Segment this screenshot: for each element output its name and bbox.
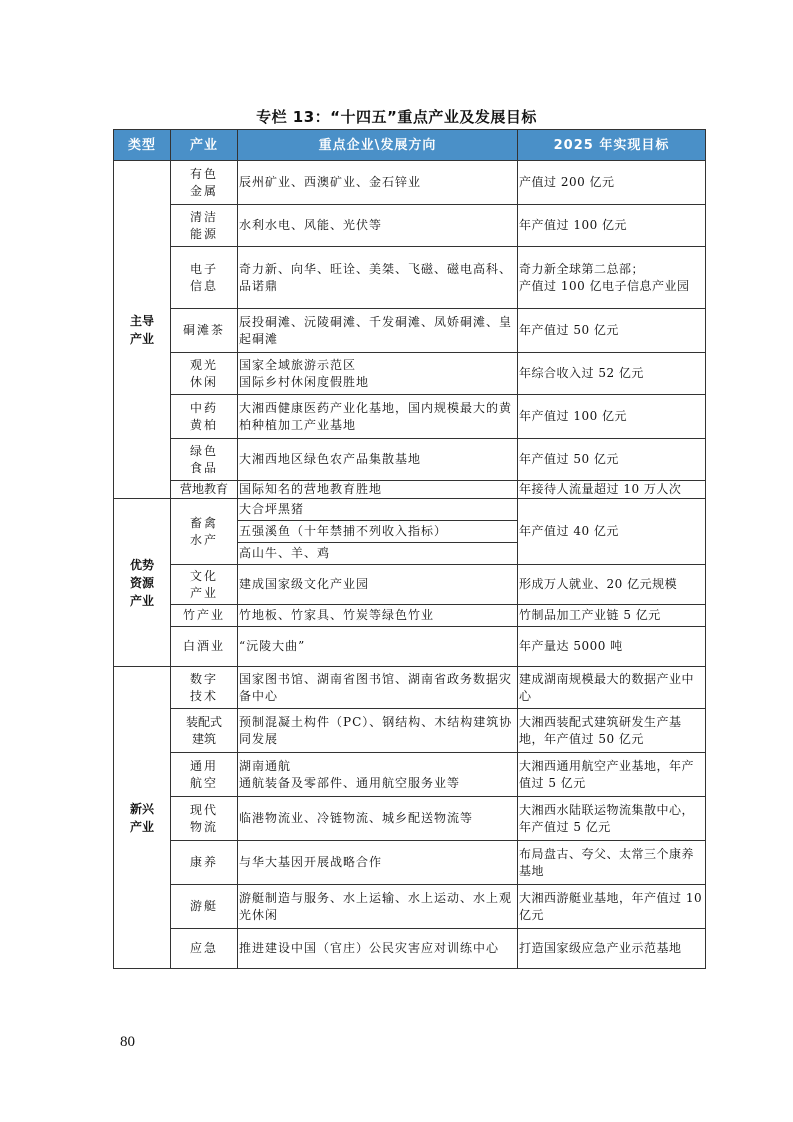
industry-cell: 装配式 建筑 xyxy=(171,709,238,753)
enterprise-cell: 与华大基因开展战略合作 xyxy=(238,841,518,885)
table-row xyxy=(114,885,706,929)
category-advantage: 优势 资源 产业 xyxy=(114,499,171,667)
industry-cell: 有色 金属 xyxy=(171,161,238,205)
table-row xyxy=(114,309,706,353)
enterprise-cell: 五强溪鱼（十年禁捕不列收入指标） xyxy=(238,521,518,543)
target-cell: 年产值过 100 亿元 xyxy=(518,395,706,439)
table-row xyxy=(114,205,706,247)
target-cell: 奇力新全球第二总部； 产值过 100 亿电子信息产业园 xyxy=(518,247,706,309)
industry-cell: 通用 航空 xyxy=(171,753,238,797)
enterprise-cell: 游艇制造与服务、水上运输、水上运动、水上观光休闲 xyxy=(238,885,518,929)
enterprise-cell: 大合坪黑猪 xyxy=(238,499,518,521)
header-type: 类型 xyxy=(114,130,171,161)
industry-table xyxy=(113,129,706,969)
target-cell: 年产量达 5000 吨 xyxy=(518,627,706,667)
table-row xyxy=(114,499,706,521)
enterprise-cell: 高山牛、羊、鸡 xyxy=(238,543,518,565)
enterprise-cell: 国家全域旅游示范区 国际乡村休闲度假胜地 xyxy=(238,353,518,395)
industry-cell: 游艇 xyxy=(171,885,238,929)
target-cell: 打造国家级应急产业示范基地 xyxy=(518,929,706,969)
target-cell: 产值过 200 亿元 xyxy=(518,161,706,205)
target-cell: 大湘西通用航空产业基地，年产值过 5 亿元 xyxy=(518,753,706,797)
table-row xyxy=(114,605,706,627)
industry-cell: 现代 物流 xyxy=(171,797,238,841)
industry-cell: 硐滩茶 xyxy=(171,309,238,353)
table-row xyxy=(114,797,706,841)
industry-cell: 竹产业 xyxy=(171,605,238,627)
table-row xyxy=(114,627,706,667)
enterprise-cell: 湖南通航 通航装备及零部件、通用航空服务业等 xyxy=(238,753,518,797)
industry-cell: 绿色 食品 xyxy=(171,439,238,481)
table-row xyxy=(114,929,706,969)
enterprise-cell: 大湘西地区绿色农产品集散基地 xyxy=(238,439,518,481)
enterprise-cell: 国际知名的营地教育胜地 xyxy=(238,481,518,499)
table-row xyxy=(114,667,706,709)
target-cell: 年产值过 50 亿元 xyxy=(518,439,706,481)
target-cell: 年产值过 40 亿元 xyxy=(518,499,706,565)
table-row xyxy=(114,841,706,885)
table-row xyxy=(114,481,706,499)
target-cell: 年产值过 100 亿元 xyxy=(518,205,706,247)
header-target: 2025 年实现目标 xyxy=(518,130,706,161)
target-cell: 大湘西游艇业基地，年产值过 10 亿元 xyxy=(518,885,706,929)
header-enterprise: 重点企业\发展方向 xyxy=(238,130,518,161)
category-emerging: 新兴 产业 xyxy=(114,667,171,969)
table-row xyxy=(114,395,706,439)
industry-cell: 白酒业 xyxy=(171,627,238,667)
target-cell: 竹制品加工产业链 5 亿元 xyxy=(518,605,706,627)
industry-cell: 畜禽 水产 xyxy=(171,499,238,565)
industry-cell: 清洁 能源 xyxy=(171,205,238,247)
industry-cell: 营地教育 xyxy=(171,481,238,499)
industry-cell: 中药 黄柏 xyxy=(171,395,238,439)
target-cell: 年产值过 50 亿元 xyxy=(518,309,706,353)
enterprise-cell: 临港物流业、冷链物流、城乡配送物流等 xyxy=(238,797,518,841)
table-caption: 专栏 13：“十四五”重点产业及发展目标 xyxy=(256,108,537,126)
enterprise-cell: “沅陵大曲” xyxy=(238,627,518,667)
enterprise-cell: 竹地板、竹家具、竹炭等绿色竹业 xyxy=(238,605,518,627)
enterprise-cell: 大湘西健康医药产业化基地，国内规模最大的黄柏种植加工产业基地 xyxy=(238,395,518,439)
header-row xyxy=(114,130,706,161)
target-cell: 布局盘古、夸父、太常三个康养基地 xyxy=(518,841,706,885)
enterprise-cell: 辰投硐滩、沅陵硐滩、千发硐滩、凤娇硐滩、皇起硐滩 xyxy=(238,309,518,353)
target-cell: 大湘西水陆联运物流集散中心，年产值过 5 亿元 xyxy=(518,797,706,841)
enterprise-cell: 奇力新、向华、旺诠、美桀、飞磁、磁电高科、品诺鼎 xyxy=(238,247,518,309)
table-row xyxy=(114,247,706,309)
table-row xyxy=(114,565,706,605)
enterprise-cell: 水利水电、风能、光伏等 xyxy=(238,205,518,247)
industry-cell: 电子 信息 xyxy=(171,247,238,309)
page-number: 80 xyxy=(120,1034,135,1050)
target-cell: 年综合收入过 52 亿元 xyxy=(518,353,706,395)
enterprise-cell: 辰州矿业、西澳矿业、金石锌业 xyxy=(238,161,518,205)
table-row xyxy=(114,709,706,753)
enterprise-cell: 建成国家级文化产业园 xyxy=(238,565,518,605)
industry-cell: 文化 产业 xyxy=(171,565,238,605)
enterprise-cell: 国家图书馆、湖南省图书馆、湖南省政务数据灾备中心 xyxy=(238,667,518,709)
table-row xyxy=(114,353,706,395)
industry-cell: 应急 xyxy=(171,929,238,969)
enterprise-cell: 推进建设中国（官庄）公民灾害应对训练中心 xyxy=(238,929,518,969)
table-row xyxy=(114,439,706,481)
enterprise-cell: 预制混凝土构件（PC）、钢结构、木结构建筑协同发展 xyxy=(238,709,518,753)
category-main: 主导 产业 xyxy=(114,161,171,499)
target-cell: 建成湖南规模最大的数据产业中心 xyxy=(518,667,706,709)
table-row xyxy=(114,161,706,205)
industry-cell: 数字 技术 xyxy=(171,667,238,709)
target-cell: 年接待人流量超过 10 万人次 xyxy=(518,481,706,499)
header-industry: 产业 xyxy=(171,130,238,161)
industry-cell: 康养 xyxy=(171,841,238,885)
target-cell: 形成万人就业、20 亿元规模 xyxy=(518,565,706,605)
table-row xyxy=(114,753,706,797)
industry-cell: 观光 休闲 xyxy=(171,353,238,395)
target-cell: 大湘西装配式建筑研发生产基地，年产值过 50 亿元 xyxy=(518,709,706,753)
